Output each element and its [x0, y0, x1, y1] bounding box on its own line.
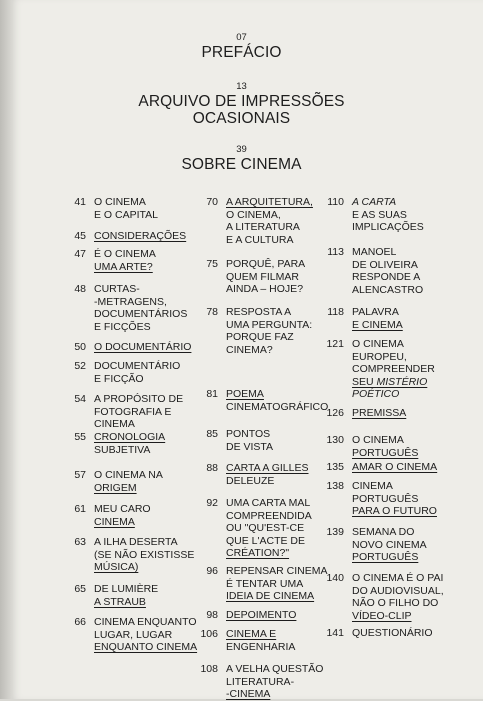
- toc-title-line: CARTA A GILLES: [226, 462, 309, 474]
- toc-title-line: É TENTAR UMA: [226, 577, 304, 590]
- toc-page-number: 108: [200, 663, 218, 675]
- toc-title-line: PORTUGUÊS: [352, 551, 419, 563]
- toc-title-line: RESPONDE A: [352, 271, 421, 283]
- toc-title: [352, 480, 472, 518]
- toc-title-line: IMPLICAÇÕES: [352, 221, 424, 233]
- toc-page-number: 55: [74, 431, 86, 443]
- toc-title-line: PORQUE FAZ: [226, 331, 294, 343]
- toc-page-number: 57: [74, 469, 86, 481]
- section-page-number: 13: [236, 81, 247, 92]
- toc-page-number: 141: [326, 627, 344, 639]
- toc-page-number: 140: [326, 572, 344, 584]
- toc-title-line: COMPREENDIDA: [226, 509, 312, 522]
- toc-title-line: PORQUÊ, PARA: [226, 258, 306, 270]
- toc-title-line: A VELHA QUESTÃO: [226, 663, 324, 675]
- toc-title-line: MEU CARO: [94, 503, 151, 515]
- toc-title: [352, 407, 472, 420]
- toc-title: [94, 360, 214, 385]
- toc-page-number: 41: [74, 196, 86, 208]
- toc-title: [352, 627, 472, 640]
- toc-title-line: É O CINEMA: [94, 248, 156, 260]
- section-title: ARQUIVO DE IMPRESSÕES OCASIONAIS: [138, 93, 345, 127]
- toc-title-line: PALAVRA: [352, 306, 399, 318]
- toc-page-number: 135: [326, 461, 344, 473]
- toc-title-line: IDEIA DE CINEMA: [226, 590, 315, 602]
- toc-title-line: (SE NÃO EXISTISSE: [94, 548, 195, 561]
- toc-title-line: CINEMA: [94, 515, 135, 528]
- toc-title-line: AMAR O CINEMA: [352, 461, 438, 473]
- toc-title: [226, 663, 346, 701]
- toc-title-line: DE VISTA: [226, 440, 274, 453]
- toc-title-line: CINEMATOGRÁFICO: [226, 400, 329, 413]
- toc-title-line: UMA CARTA MAL: [226, 497, 311, 509]
- toc-title: [352, 246, 472, 296]
- toc-page-number: 65: [74, 583, 86, 595]
- toc-title-line: CRONOLOGIA: [94, 431, 166, 443]
- toc-title-line: PORTUGUÊS: [352, 492, 419, 505]
- toc-page-number: 88: [206, 462, 218, 474]
- toc-page-number: 70: [206, 196, 218, 208]
- toc-title-line: CURTAS-: [94, 283, 140, 295]
- toc-title-line: MANOEL: [352, 246, 397, 258]
- toc-title-line: ORIGEM: [94, 481, 137, 494]
- toc-title-line: COMPREENDER: [352, 363, 435, 375]
- toc-title-line: ENGENHARIA: [226, 640, 296, 653]
- toc-title-line: CINEMA: [94, 418, 135, 430]
- toc-title-line: OU "QU'EST-CE: [226, 522, 305, 534]
- toc-title-line: PREMISSA: [352, 407, 407, 419]
- toc-title-line: E FICÇÕES: [94, 320, 151, 333]
- toc-page-number: 96: [206, 565, 218, 577]
- toc-title-line: SUBJETIVA: [94, 443, 151, 456]
- toc-page-number: 47: [74, 248, 86, 260]
- toc-title-line: ALENCASTRO: [352, 283, 424, 296]
- toc-title-line: -CINEMA: [226, 688, 271, 700]
- toc-title-line: DEPOIMENTO: [226, 609, 297, 621]
- toc-title-line: PONTOS: [226, 428, 271, 440]
- toc-title-line: NOVO CINEMA: [352, 538, 427, 551]
- section-prefacio: [0, 32, 483, 61]
- toc-page-number: 85: [206, 428, 218, 440]
- section-arquivo: [0, 81, 483, 127]
- toc-title-line: E CINEMA: [352, 318, 403, 331]
- toc-title: [352, 338, 472, 401]
- toc-title-line: POÉTICO: [352, 388, 400, 400]
- toc-title-line: O CINEMA NA: [94, 469, 163, 481]
- toc-title-line: A LITERATURA: [226, 221, 300, 233]
- toc-title-line: A PROPÓSITO DE: [94, 393, 184, 405]
- toc-title: [94, 583, 214, 608]
- toc-title-line: REPENSAR CINEMA: [226, 565, 328, 577]
- toc-title-line: E A CULTURA: [226, 233, 294, 246]
- toc-title-line: PARA O FUTURO: [352, 505, 437, 517]
- toc-page-number: 130: [326, 434, 344, 446]
- toc-page-number: 52: [74, 360, 86, 372]
- toc-page-number: 113: [327, 246, 344, 258]
- toc-title-line: DE LUMIÈRE: [94, 583, 159, 595]
- toc-page-number: 106: [200, 628, 218, 640]
- toc-title-line: CINEMA E: [226, 628, 277, 640]
- toc-title-line: FOTOGRAFIA E: [94, 405, 172, 418]
- toc-page-number: 50: [74, 341, 86, 353]
- toc-title-line: E O CAPITAL: [94, 208, 158, 221]
- toc-title-line: RESPOSTA A: [226, 306, 292, 318]
- toc-page-number: 138: [326, 480, 344, 492]
- toc-title: [352, 526, 472, 564]
- toc-title-line: ENQUANTO CINEMA: [94, 641, 198, 653]
- toc-title-line: DOCUMENTÁRIO: [94, 360, 181, 372]
- toc-title: [226, 609, 346, 622]
- toc-title-line: DO AUDIOVISUAL,: [352, 584, 444, 597]
- toc-title-line: POEMA: [226, 388, 264, 400]
- toc-title-line: CONSIDERAÇÕES: [94, 230, 187, 242]
- toc-title-line: SEMANA DO: [352, 526, 415, 538]
- toc-page-number: 75: [206, 258, 218, 270]
- toc-title: [352, 196, 472, 234]
- toc-title-line: CRÉATION?": [226, 547, 290, 559]
- toc-title: [352, 434, 472, 459]
- toc-title-line: LITERATURA-: [226, 675, 295, 688]
- toc-title-line: DE OLIVEIRA: [352, 258, 418, 271]
- toc-page-number: 63: [74, 536, 86, 548]
- toc-title-line: PORTUGUÊS: [352, 446, 419, 459]
- toc-page-number: 48: [74, 283, 86, 295]
- toc-page-number: 78: [206, 306, 218, 318]
- toc-title-line: AINDA – HOJE?: [226, 283, 304, 295]
- toc-title: [226, 258, 346, 296]
- toc-title-line: UMA PERGUNTA:: [226, 318, 313, 331]
- toc-title-line: E FICÇÃO: [94, 372, 144, 385]
- toc-title-line: DELEUZE: [226, 474, 275, 487]
- toc-title-line: A ILHA DESERTA: [94, 536, 178, 548]
- toc-title-line: -METRAGENS,: [94, 295, 167, 308]
- toc-title: [94, 230, 214, 243]
- toc-page-number: 118: [327, 306, 344, 318]
- toc-title-line: EUROPEU,: [352, 350, 407, 363]
- toc-page-number: 126: [326, 407, 344, 419]
- toc-title-line: DOCUMENTÁRIOS: [94, 308, 188, 320]
- toc-title-line: NÃO O FILHO DO: [352, 597, 439, 609]
- toc-title-line: CINEMA: [352, 480, 393, 492]
- toc-title: [352, 572, 472, 622]
- toc-title-line: CINEMA ENQUANTO: [94, 616, 197, 628]
- toc-title-line: SEU MISTÉRIO: [352, 375, 428, 388]
- toc-page-number: 110: [327, 196, 344, 208]
- toc-title: [94, 341, 214, 354]
- section-title: SOBRE CINEMA: [181, 156, 302, 173]
- toc-title: [352, 461, 472, 474]
- toc-title-line: QUE L'ACTE DE: [226, 534, 306, 547]
- toc-title-line: CINEMA?: [226, 343, 273, 356]
- toc-title-line: O CINEMA É O PAI: [352, 572, 444, 584]
- toc-page-number: 61: [74, 503, 86, 515]
- toc-title-line: QUESTIONÁRIO: [352, 627, 433, 639]
- toc-page-number: 81: [206, 388, 218, 400]
- toc-title-line: QUEM FILMAR: [226, 270, 299, 283]
- toc-title-line: MÚSICA): [94, 561, 139, 573]
- toc-page-number: 92: [206, 497, 218, 509]
- toc-page-number: 98: [206, 609, 218, 621]
- toc-title-line: A ARQUITETURA,: [226, 196, 313, 208]
- toc-title-line: O CINEMA: [94, 196, 146, 208]
- toc-title-line: O CINEMA: [352, 434, 404, 446]
- toc-page-number: 54: [74, 393, 86, 405]
- toc-title-line: E AS SUAS: [352, 208, 407, 221]
- toc-title-line: VÍDEO-CLIP: [352, 609, 412, 622]
- section-title: PREFÁCIO: [201, 44, 282, 61]
- toc-page-number: 139: [326, 526, 344, 538]
- toc-title-line: O CINEMA,: [226, 208, 281, 221]
- toc-title-line: A CARTA: [352, 196, 397, 208]
- toc-title-line: LUGAR, LUGAR: [94, 628, 173, 641]
- section-sobre-cinema: [0, 144, 483, 173]
- toc-page-number: 45: [74, 230, 86, 242]
- toc-page-number: 66: [74, 616, 86, 628]
- toc-title-line: O DOCUMENTÁRIO: [94, 341, 192, 353]
- section-page-number: 39: [236, 144, 247, 155]
- toc-title-line: UMA ARTE?: [94, 260, 153, 273]
- toc-title-line: A STRAUB: [94, 595, 146, 608]
- toc-page-number: 121: [326, 338, 344, 350]
- toc-title: [352, 306, 472, 331]
- toc-title-line: O CINEMA: [352, 338, 404, 350]
- section-page-number: 07: [236, 32, 247, 43]
